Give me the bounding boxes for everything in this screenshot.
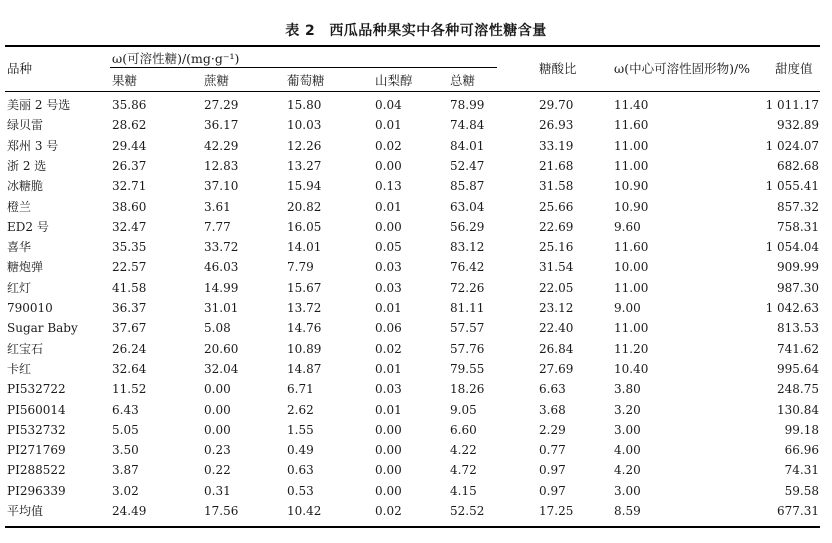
total-sugar-cell: 52.47 (450, 158, 485, 173)
glucose-cell: 13.72 (287, 301, 322, 315)
sucrose-cell: 27.29 (204, 98, 239, 112)
fructose-cell: 35.35 (112, 240, 147, 255)
sugar-acid-ratio-cell: 17.25 (539, 504, 574, 518)
table-row (0, 237, 832, 257)
glucose-cell: 10.42 (287, 504, 322, 518)
sorbitol-cell: 0.01 (375, 361, 402, 376)
tss-cell: 10.40 (614, 361, 649, 376)
sucrose-cell: 0.23 (204, 443, 231, 458)
fructose-cell: 24.49 (112, 504, 147, 518)
tss-cell: 11.00 (614, 138, 649, 153)
sucrose-cell: 36.17 (204, 118, 239, 133)
sweetness-cell: 99.18 (784, 422, 819, 437)
total-sugar-cell: 57.76 (450, 341, 485, 356)
total-sugar-cell: 52.52 (450, 504, 485, 518)
sucrose-cell: 0.00 (204, 422, 231, 437)
glucose-cell: 10.03 (287, 118, 322, 133)
glucose-cell: 13.27 (287, 158, 322, 173)
sweetness-cell: 932.89 (777, 118, 819, 133)
sweetness-cell: 758.31 (777, 219, 819, 234)
glucose-cell: 20.82 (287, 199, 322, 214)
table-row (0, 481, 832, 501)
total-sugar-cell: 56.29 (450, 219, 485, 234)
sugar-acid-ratio-cell: 25.16 (539, 240, 574, 255)
header-glucose: 葡萄糖 (287, 73, 325, 88)
tss-cell: 11.40 (614, 98, 649, 112)
fructose-cell: 32.64 (112, 361, 147, 376)
sucrose-cell: 31.01 (204, 301, 239, 315)
glucose-cell: 14.01 (287, 240, 322, 255)
header-tss: ω(中心可溶性固形物)/% (614, 61, 751, 76)
sweetness-cell: 74.31 (784, 463, 819, 478)
sweetness-cell: 995.64 (777, 361, 819, 376)
sugar-acid-ratio-cell: 21.68 (539, 158, 574, 173)
sweetness-cell: 1 024.07 (765, 138, 819, 153)
variety-cell: PI271769 (7, 443, 66, 458)
sucrose-cell: 32.04 (204, 361, 239, 376)
total-sugar-cell: 72.26 (450, 280, 485, 295)
sugar-acid-ratio-cell: 29.70 (539, 98, 574, 112)
sorbitol-cell: 0.00 (375, 158, 402, 173)
sorbitol-cell: 0.05 (375, 240, 402, 255)
fructose-cell: 3.50 (112, 443, 139, 458)
table-row (0, 278, 832, 298)
sucrose-cell: 0.31 (204, 483, 231, 498)
tss-cell: 10.00 (614, 260, 649, 275)
glucose-cell: 15.80 (287, 98, 322, 112)
sugar-acid-ratio-cell: 0.97 (539, 463, 566, 478)
sweetness-cell: 66.96 (784, 443, 819, 458)
glucose-cell: 16.05 (287, 219, 322, 234)
sucrose-cell: 0.22 (204, 463, 231, 478)
fructose-cell: 11.52 (112, 382, 147, 397)
glucose-cell: 0.53 (287, 483, 314, 498)
top-rule (5, 45, 820, 47)
sucrose-cell: 3.61 (204, 199, 231, 214)
fructose-cell: 41.58 (112, 280, 147, 295)
fructose-cell: 3.87 (112, 463, 139, 478)
variety-cell: PI532732 (7, 422, 66, 437)
tss-cell: 11.60 (614, 118, 649, 133)
table-row (0, 257, 832, 277)
sorbitol-cell: 0.02 (375, 504, 402, 518)
variety-cell: 卡红 (7, 361, 32, 376)
variety-cell: 790010 (7, 301, 53, 315)
variety-cell: 红灯 (7, 280, 32, 295)
total-sugar-cell: 9.05 (450, 402, 477, 417)
total-sugar-cell: 85.87 (450, 179, 485, 194)
header-sugar-acid-ratio: 糖酸比 (539, 61, 577, 76)
total-sugar-cell: 79.55 (450, 361, 485, 376)
table-row (0, 339, 832, 359)
total-sugar-cell: 81.11 (450, 301, 485, 315)
sorbitol-cell: 0.00 (375, 443, 402, 458)
glucose-cell: 12.26 (287, 138, 322, 153)
fructose-cell: 32.71 (112, 179, 147, 194)
variety-cell: 冰糖脆 (7, 179, 44, 194)
sorbitol-cell: 0.02 (375, 341, 402, 356)
sugar-acid-ratio-cell: 0.77 (539, 443, 566, 458)
sugar-acid-ratio-cell: 2.29 (539, 422, 566, 437)
glucose-cell: 0.49 (287, 443, 314, 458)
sucrose-cell: 17.56 (204, 504, 239, 518)
total-sugar-cell: 76.42 (450, 260, 485, 275)
variety-cell: 郑州 3 号 (7, 138, 59, 153)
sorbitol-cell: 0.00 (375, 219, 402, 234)
sugar-acid-ratio-cell: 6.63 (539, 382, 566, 397)
variety-cell: PI296339 (7, 483, 66, 498)
table-row (0, 95, 832, 115)
sorbitol-cell: 0.13 (375, 179, 402, 194)
tss-cell: 11.00 (614, 158, 649, 173)
variety-cell: 喜华 (7, 240, 32, 255)
total-sugar-cell: 63.04 (450, 199, 485, 214)
header-variety: 品种 (7, 61, 33, 76)
sugar-acid-ratio-cell: 31.58 (539, 179, 574, 194)
fructose-cell: 35.86 (112, 98, 147, 112)
fructose-cell: 29.44 (112, 138, 147, 153)
header-rule (5, 91, 820, 92)
sugar-acid-ratio-cell: 25.66 (539, 199, 574, 214)
sugar-acid-ratio-cell: 3.68 (539, 402, 566, 417)
glucose-cell: 15.94 (287, 179, 322, 194)
total-sugar-cell: 4.22 (450, 443, 477, 458)
variety-cell: 红宝石 (7, 341, 44, 356)
sucrose-cell: 0.00 (204, 382, 231, 397)
sweetness-cell: 909.99 (777, 260, 819, 275)
glucose-cell: 1.55 (287, 422, 314, 437)
tss-cell: 11.00 (614, 321, 649, 336)
sorbitol-cell: 0.03 (375, 260, 402, 275)
sweetness-cell: 682.68 (777, 158, 819, 173)
variety-cell: PI560014 (7, 402, 66, 417)
table-row (0, 379, 832, 399)
sucrose-cell: 42.29 (204, 138, 239, 153)
sugar-acid-ratio-cell: 22.40 (539, 321, 574, 336)
total-sugar-cell: 74.84 (450, 118, 485, 133)
sucrose-cell: 37.10 (204, 179, 239, 194)
table-title: 西瓜品种果实中各种可溶性糖含量 (329, 23, 547, 39)
variety-cell: ED2 号 (7, 219, 49, 234)
fructose-cell: 37.67 (112, 321, 147, 336)
sugar-acid-ratio-cell: 27.69 (539, 361, 574, 376)
fructose-cell: 22.57 (112, 260, 147, 275)
sugar-acid-ratio-cell: 22.05 (539, 280, 574, 295)
sweetness-cell: 857.32 (777, 199, 819, 214)
glucose-cell: 2.62 (287, 402, 314, 417)
variety-cell: 美丽 2 号选 (7, 98, 71, 112)
tss-cell: 3.80 (614, 382, 641, 397)
tss-cell: 9.00 (614, 301, 641, 315)
fructose-cell: 38.60 (112, 199, 147, 214)
sweetness-cell: 987.30 (777, 280, 819, 295)
total-sugar-cell: 57.57 (450, 321, 485, 336)
sorbitol-cell: 0.04 (375, 98, 402, 112)
sorbitol-cell: 0.03 (375, 280, 402, 295)
sugar-acid-ratio-cell: 26.93 (539, 118, 574, 133)
variety-cell: 平均值 (7, 504, 44, 518)
sugar-acid-ratio-cell: 23.12 (539, 301, 574, 315)
table-row (0, 318, 832, 338)
table-caption (0, 20, 832, 40)
sorbitol-cell: 0.03 (375, 382, 402, 397)
sugar-acid-ratio-cell: 31.54 (539, 260, 574, 275)
table-row (0, 115, 832, 135)
sorbitol-cell: 0.01 (375, 118, 402, 133)
tss-cell: 11.60 (614, 240, 649, 255)
table-row (0, 156, 832, 176)
table-row (0, 217, 832, 237)
table-row (0, 420, 832, 440)
sugar-group-rule (110, 67, 497, 68)
table-row (0, 298, 832, 318)
sweetness-cell: 813.53 (777, 321, 819, 336)
sorbitol-cell: 0.01 (375, 301, 402, 315)
sorbitol-cell: 0.01 (375, 199, 402, 214)
sweetness-cell: 248.75 (777, 382, 819, 397)
sugar-acid-ratio-cell: 22.69 (539, 219, 574, 234)
fructose-cell: 3.02 (112, 483, 139, 498)
sucrose-cell: 7.77 (204, 219, 231, 234)
table-row (0, 359, 832, 379)
sucrose-cell: 0.00 (204, 402, 231, 417)
table-row (0, 197, 832, 217)
header-sugar-group: ω(可溶性糖)/(mg·g⁻¹) (112, 51, 240, 66)
table-row (0, 440, 832, 460)
total-sugar-cell: 4.72 (450, 463, 477, 478)
tss-cell: 3.00 (614, 422, 641, 437)
sucrose-cell: 33.72 (204, 240, 239, 255)
fructose-cell: 36.37 (112, 301, 147, 315)
sucrose-cell: 46.03 (204, 260, 239, 275)
variety-cell: PI532722 (7, 382, 66, 397)
sugar-acid-ratio-cell: 26.84 (539, 341, 574, 356)
sweetness-cell: 59.58 (784, 483, 819, 498)
sweetness-cell: 1 011.17 (765, 98, 819, 112)
table-number: 表 2 (285, 23, 316, 39)
glucose-cell: 0.63 (287, 463, 314, 478)
sucrose-cell: 5.08 (204, 321, 231, 336)
sorbitol-cell: 0.01 (375, 402, 402, 417)
sorbitol-cell: 0.02 (375, 138, 402, 153)
glucose-cell: 15.67 (287, 280, 322, 295)
header-sucrose: 蔗糖 (204, 73, 230, 88)
fructose-cell: 6.43 (112, 402, 139, 417)
variety-cell: 绿贝雷 (7, 118, 44, 133)
fructose-cell: 26.24 (112, 341, 147, 356)
sweetness-cell: 1 042.63 (765, 301, 819, 315)
table-row (0, 176, 832, 196)
sorbitol-cell: 0.00 (375, 463, 402, 478)
glucose-cell: 6.71 (287, 382, 314, 397)
sorbitol-cell: 0.00 (375, 483, 402, 498)
sugar-acid-ratio-cell: 0.97 (539, 483, 566, 498)
sucrose-cell: 20.60 (204, 341, 239, 356)
sweetness-cell: 677.31 (777, 504, 819, 518)
tss-cell: 8.59 (614, 504, 641, 518)
header-total: 总糖 (450, 73, 476, 88)
variety-cell: 浙 2 选 (7, 158, 47, 173)
tss-cell: 4.00 (614, 443, 641, 458)
fructose-cell: 5.05 (112, 422, 139, 437)
table-row-average (0, 501, 832, 521)
fructose-cell: 32.47 (112, 219, 147, 234)
bottom-rule (5, 526, 820, 528)
fructose-cell: 28.62 (112, 118, 147, 133)
tss-cell: 10.90 (614, 199, 649, 214)
header-sweetness: 甜度值 (775, 61, 813, 76)
tss-cell: 4.20 (614, 463, 641, 478)
header-fructose: 果糖 (112, 73, 138, 88)
variety-cell: 糖炮弹 (7, 260, 44, 275)
sweetness-cell: 130.84 (777, 402, 819, 417)
table-row (0, 400, 832, 420)
total-sugar-cell: 78.99 (450, 98, 485, 112)
tss-cell: 11.20 (614, 341, 649, 356)
table-row (0, 136, 832, 156)
sorbitol-cell: 0.06 (375, 321, 402, 336)
header-sorbitol: 山梨醇 (375, 73, 413, 88)
tss-cell: 10.90 (614, 179, 649, 194)
sorbitol-cell: 0.00 (375, 422, 402, 437)
total-sugar-cell: 6.60 (450, 422, 477, 437)
total-sugar-cell: 18.26 (450, 382, 485, 397)
glucose-cell: 10.89 (287, 341, 322, 356)
total-sugar-cell: 84.01 (450, 138, 485, 153)
variety-cell: 橙兰 (7, 199, 32, 214)
variety-cell: Sugar Baby (7, 321, 78, 336)
sweetness-cell: 1 054.04 (765, 240, 819, 255)
sucrose-cell: 12.83 (204, 158, 239, 173)
table-row (0, 460, 832, 480)
total-sugar-cell: 4.15 (450, 483, 477, 498)
glucose-cell: 14.87 (287, 361, 322, 376)
total-sugar-cell: 83.12 (450, 240, 485, 255)
sucrose-cell: 14.99 (204, 280, 239, 295)
tss-cell: 3.20 (614, 402, 641, 417)
sugar-acid-ratio-cell: 33.19 (539, 138, 574, 153)
variety-cell: PI288522 (7, 463, 66, 478)
glucose-cell: 14.76 (287, 321, 322, 336)
tss-cell: 9.60 (614, 219, 641, 234)
tss-cell: 11.00 (614, 280, 649, 295)
sweetness-cell: 741.62 (777, 341, 819, 356)
tss-cell: 3.00 (614, 483, 641, 498)
glucose-cell: 7.79 (287, 260, 314, 275)
sweetness-cell: 1 055.41 (765, 179, 819, 194)
fructose-cell: 26.37 (112, 158, 147, 173)
